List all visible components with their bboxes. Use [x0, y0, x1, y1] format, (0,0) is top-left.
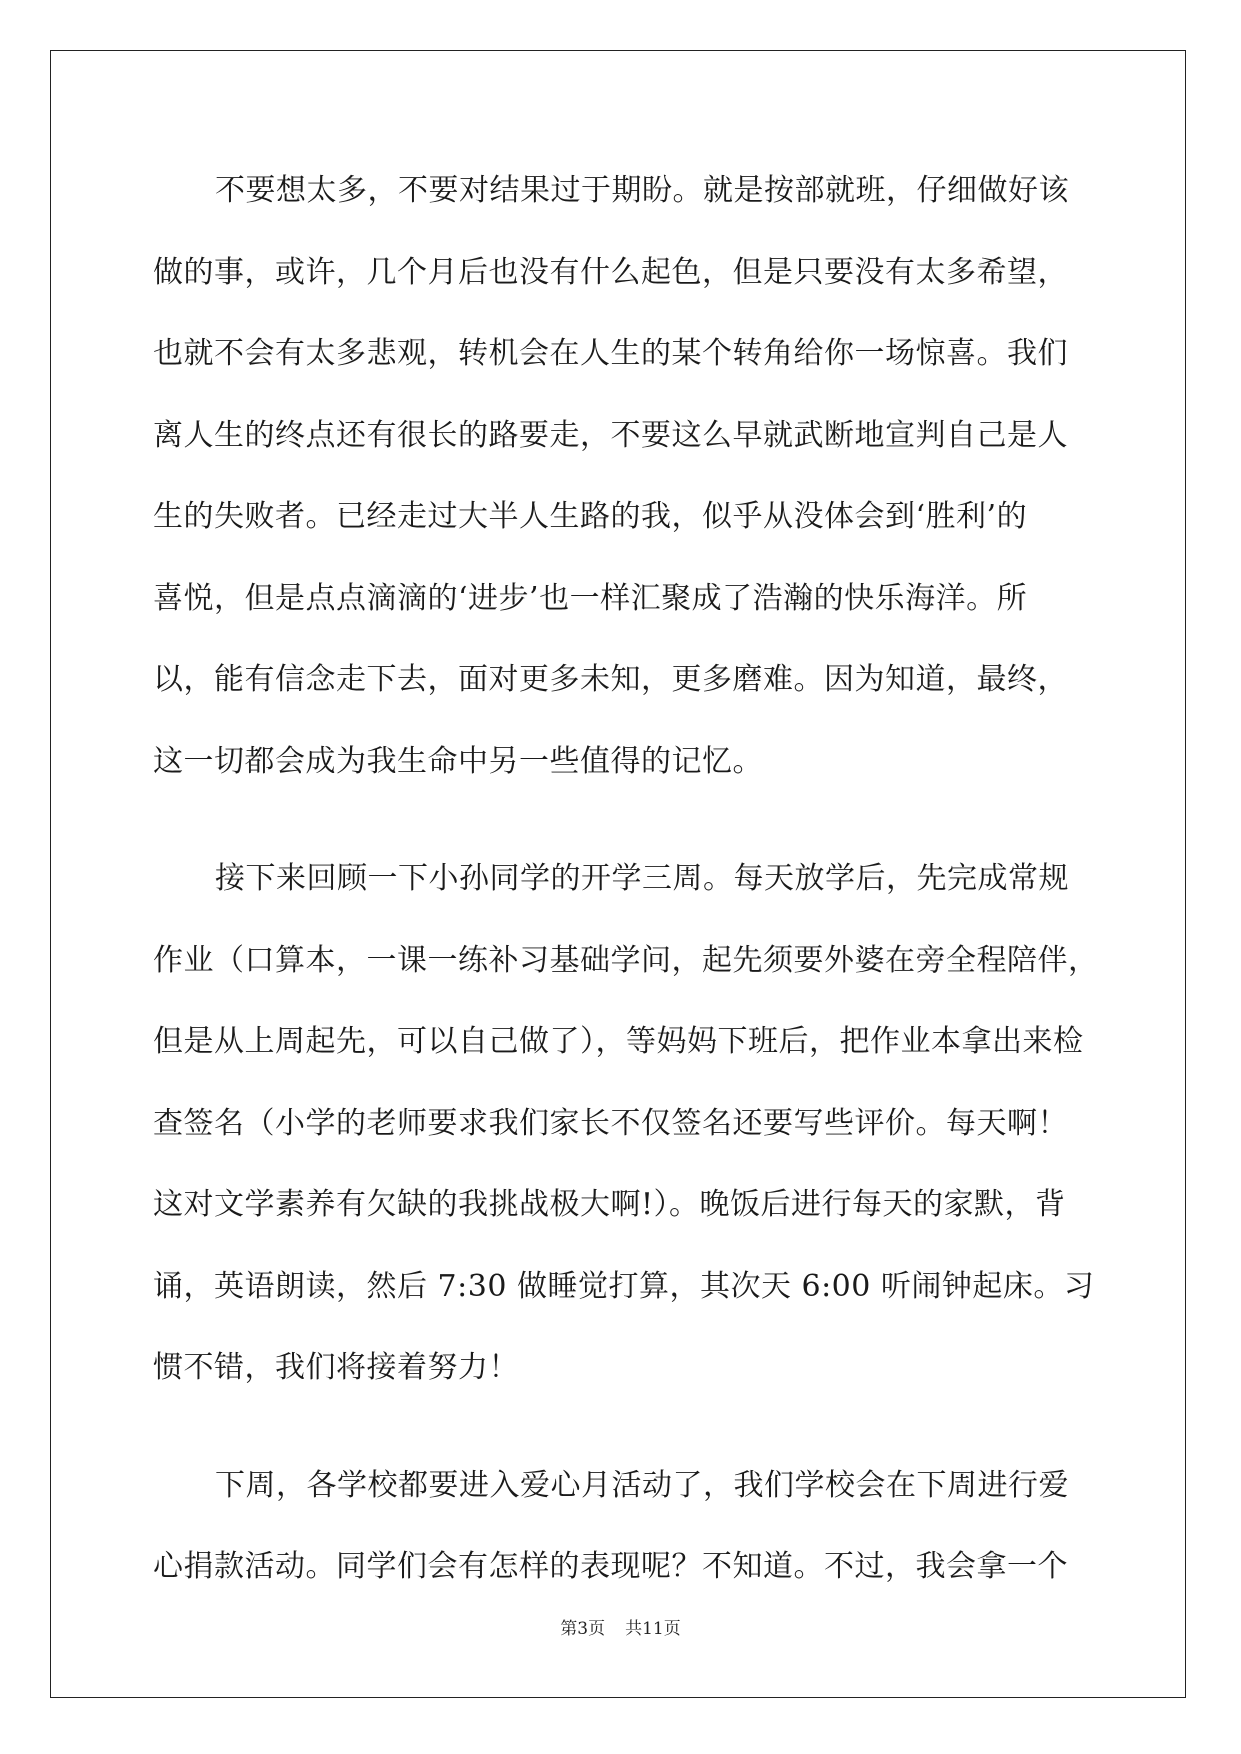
page-footer	[0, 1614, 1241, 1639]
paragraph-line: 接下来回顾一下小孙同学的开学三周。每天放学后，先完成常规	[215, 861, 1069, 896]
paragraph-line: 生的失败者。已经走过大半人生路的我，似乎从没体会到‘胜利’的	[153, 499, 1028, 534]
paragraph-line: 心捐款活动。同学们会有怎样的表现呢？不知道。不过，我会拿一个	[153, 1549, 1068, 1584]
paragraph-line: 以，能有信念走下去，面对更多未知，更多磨难。因为知道，最终，	[153, 662, 1068, 697]
paragraph-line: 也就不会有太多悲观，转机会在人生的某个转角给你一场惊喜。我们	[153, 336, 1068, 371]
paragraph-line: 惯不错，我们将接着努力！	[153, 1350, 519, 1385]
document-body	[153, 158, 1099, 1616]
paragraph-line: 不要想太多，不要对结果过于期盼。就是按部就班，仔细做好该	[215, 173, 1069, 208]
paragraph-line: 这对文学素养有欠缺的我挑战极大啊!）。晚饭后进行每天的家默，背	[153, 1187, 1066, 1222]
page-number: 第3页	[560, 1619, 606, 1639]
paragraph-line: 这一切都会成为我生命中另一些值得的记忆。	[153, 743, 763, 779]
paragraph-line: 离人生的终点还有很长的路要走，不要这么早就武断地宣判自己是人	[153, 417, 1068, 453]
paragraph-line: 下周，各学校都要进入爱心月活动了，我们学校会在下周进行爱	[215, 1467, 1069, 1503]
total-pages: 共11页	[625, 1619, 681, 1639]
paragraph-gap	[153, 1417, 1083, 1453]
paragraph-line: 但是从上周起先，可以自己做了），等妈妈下班后，把作业本拿出来检	[153, 1024, 1084, 1059]
paragraph-line: 喜悦，但是点点滴滴的‘进步’也一样汇聚成了浩瀚的快乐海洋。所	[153, 580, 1028, 616]
paragraph-line: 做的事，或许，几个月后也没有什么起色，但是只要没有太多希望，	[153, 254, 1068, 290]
paragraph-line: 查签名（小学的老师要求我们家长不仅签名还要写些评价。每天啊！	[153, 1105, 1068, 1141]
paragraph-line: 作业（口算本，一课一练补习基础学问，起先须要外婆在旁全程陪伴，	[153, 942, 1099, 978]
paragraph-gap	[153, 810, 1083, 846]
paragraph-line: 诵，英语朗读，然后 7:30 做睡觉打算，其次天 6:00 听闹钟起床。习	[153, 1268, 1095, 1304]
